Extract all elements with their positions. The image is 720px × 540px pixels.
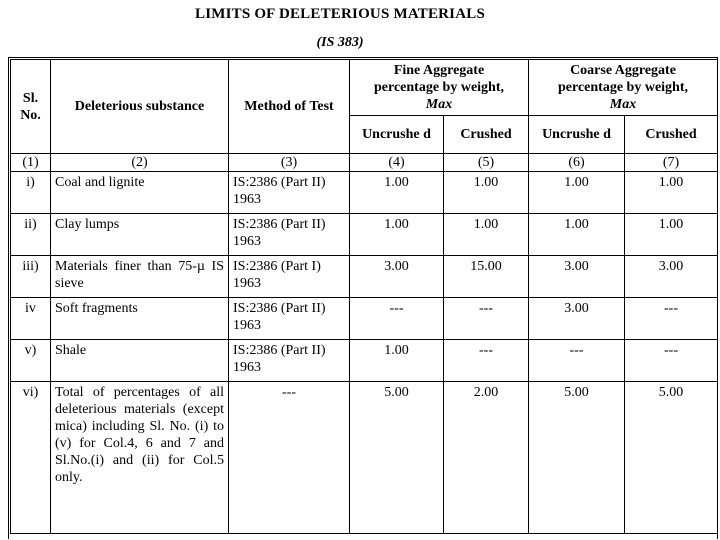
col-number: (3)	[229, 154, 350, 172]
row-fine-uncrushed: 5.00	[350, 382, 444, 534]
header-coarse-uncrushed: Uncrushe d	[529, 116, 625, 154]
col-number: (4)	[350, 154, 444, 172]
row-fine-crushed: 1.00	[444, 172, 529, 214]
row-substance: Clay lumps	[51, 214, 229, 256]
row-substance: Shale	[51, 340, 229, 382]
row-fine-uncrushed: 1.00	[350, 214, 444, 256]
row-substance: Soft fragments	[51, 298, 229, 340]
row-sl: iv	[11, 298, 51, 340]
row-fine-crushed: 15.00	[444, 256, 529, 298]
table-row	[11, 340, 718, 382]
row-fine-uncrushed: 3.00	[350, 256, 444, 298]
col-number: (2)	[51, 154, 229, 172]
row-fine-uncrushed: 1.00	[350, 340, 444, 382]
row-fine-crushed: ---	[444, 340, 529, 382]
header-fine-crushed: Crushed	[444, 116, 529, 154]
row-coarse-crushed: ---	[625, 340, 718, 382]
row-fine-uncrushed: ---	[350, 298, 444, 340]
page-subtitle: (IS 383)	[316, 35, 364, 50]
header-coarse-max: Max	[609, 97, 637, 112]
col-number: (5)	[444, 154, 529, 172]
row-sl: v)	[11, 340, 51, 382]
row-coarse-uncrushed: 3.00	[529, 256, 625, 298]
row-coarse-uncrushed: 1.00	[529, 172, 625, 214]
table-row	[11, 298, 718, 340]
table-row	[11, 382, 718, 534]
page-title: LIMITS OF DELETERIOUS MATERIALS	[194, 6, 485, 22]
row-fine-crushed: 1.00	[444, 214, 529, 256]
row-coarse-crushed: 1.00	[625, 172, 718, 214]
row-coarse-uncrushed: 5.00	[529, 382, 625, 534]
row-sl: vi)	[11, 382, 51, 534]
header-coarse-line2: percentage by weight,	[558, 80, 688, 95]
row-fine-crushed: ---	[444, 298, 529, 340]
header-fine-line2: percentage by weight,	[374, 80, 504, 95]
row-method: IS:2386 (Part II) 1963	[229, 172, 350, 214]
limits-table	[10, 59, 718, 534]
col-number: (1)	[11, 154, 51, 172]
row-fine-uncrushed: 1.00	[350, 172, 444, 214]
header-fine-line1: Fine Aggregate	[393, 63, 485, 78]
row-method: IS:2386 (Part II) 1963	[229, 340, 350, 382]
row-method: ---	[229, 382, 350, 534]
col-number: (7)	[625, 154, 718, 172]
row-sl: i)	[11, 172, 51, 214]
header-sl-no: Sl. No.	[11, 60, 51, 154]
header-fine-aggregate	[350, 60, 529, 116]
header-fine-max: Max	[425, 97, 453, 112]
row-substance: Total of percentages of all deleterious materials (except mica) including Sl. No. (i) to (v) for Col.4, 6 and 7 and Sl.No.(i) and (ii) for Col.5 only.	[51, 382, 229, 534]
header-fine-uncrushed: Uncrushe d	[350, 116, 444, 154]
row-coarse-uncrushed: 1.00	[529, 214, 625, 256]
row-coarse-crushed: 5.00	[625, 382, 718, 534]
column-number-row	[11, 154, 718, 172]
row-coarse-crushed: 1.00	[625, 214, 718, 256]
row-method: IS:2386 (Part II) 1963	[229, 214, 350, 256]
row-coarse-uncrushed: 3.00	[529, 298, 625, 340]
table-row	[11, 256, 718, 298]
header-coarse-aggregate	[529, 60, 718, 116]
header-method: Method of Test	[229, 60, 350, 154]
row-method: IS:2386 (Part II) 1963	[229, 298, 350, 340]
row-fine-crushed: 2.00	[444, 382, 529, 534]
table-row	[11, 172, 718, 214]
header-coarse-line1: Coarse Aggregate	[570, 63, 676, 78]
row-sl: iii)	[11, 256, 51, 298]
row-coarse-uncrushed: ---	[529, 340, 625, 382]
row-coarse-crushed: ---	[625, 298, 718, 340]
col-number: (6)	[529, 154, 625, 172]
row-sl: ii)	[11, 214, 51, 256]
header-coarse-crushed: Crushed	[625, 116, 718, 154]
row-substance: Coal and lignite	[51, 172, 229, 214]
header-substance: Deleterious substance	[51, 60, 229, 154]
row-substance: Materials finer than 75-µ IS sieve	[51, 256, 229, 298]
table-row	[11, 214, 718, 256]
row-coarse-crushed: 3.00	[625, 256, 718, 298]
row-method: IS:2386 (Part I) 1963	[229, 256, 350, 298]
